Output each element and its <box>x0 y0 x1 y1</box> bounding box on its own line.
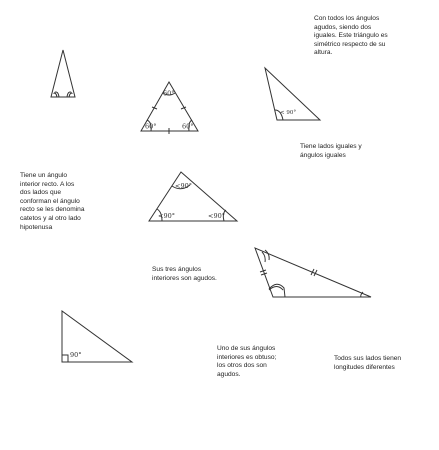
isosceles-triangle <box>51 50 75 97</box>
angle-label-obtuse-small: < 90° <box>280 110 297 116</box>
note-obtuse-description: Uno de sus ángulos interiores es obtuso; los otros dos son agudos. <box>217 345 277 378</box>
note-right-description: Tiene un ángulo interior recto. A los dos lados que conforman el ángulo recto se les denomina catetos y al otro lado hipotenusa <box>20 172 85 231</box>
note-acute-description: Sus tres ángulos interiores son agudos. <box>152 266 217 282</box>
angle-label-equilateral-right: 60° <box>182 122 194 131</box>
note-equilateral-description: Tiene lados iguales y ángulos iguales <box>300 143 362 159</box>
angle-label-equilateral-left: 60° <box>145 122 157 131</box>
angle-label-equilateral-top: 60° <box>163 89 175 98</box>
angle-label-right: 90° <box>70 351 82 359</box>
angle-label-acute-right: <90° <box>208 212 225 220</box>
isosceles-angle-mark-left <box>54 93 58 97</box>
note-isosceles-description: Con todos los ángulos agudos, siendo dos iguales. Este triángulo es simétrico respecto de su altura. <box>314 15 388 57</box>
angle-label-acute-left: <90° <box>158 212 175 220</box>
isosceles-angle-mark-right <box>69 93 73 97</box>
note-scalene-description: Todos sus lados tienen longitudes diferentes <box>334 355 402 371</box>
scalene-triangle <box>255 248 371 297</box>
angle-label-acute-top: <90° <box>175 182 192 190</box>
